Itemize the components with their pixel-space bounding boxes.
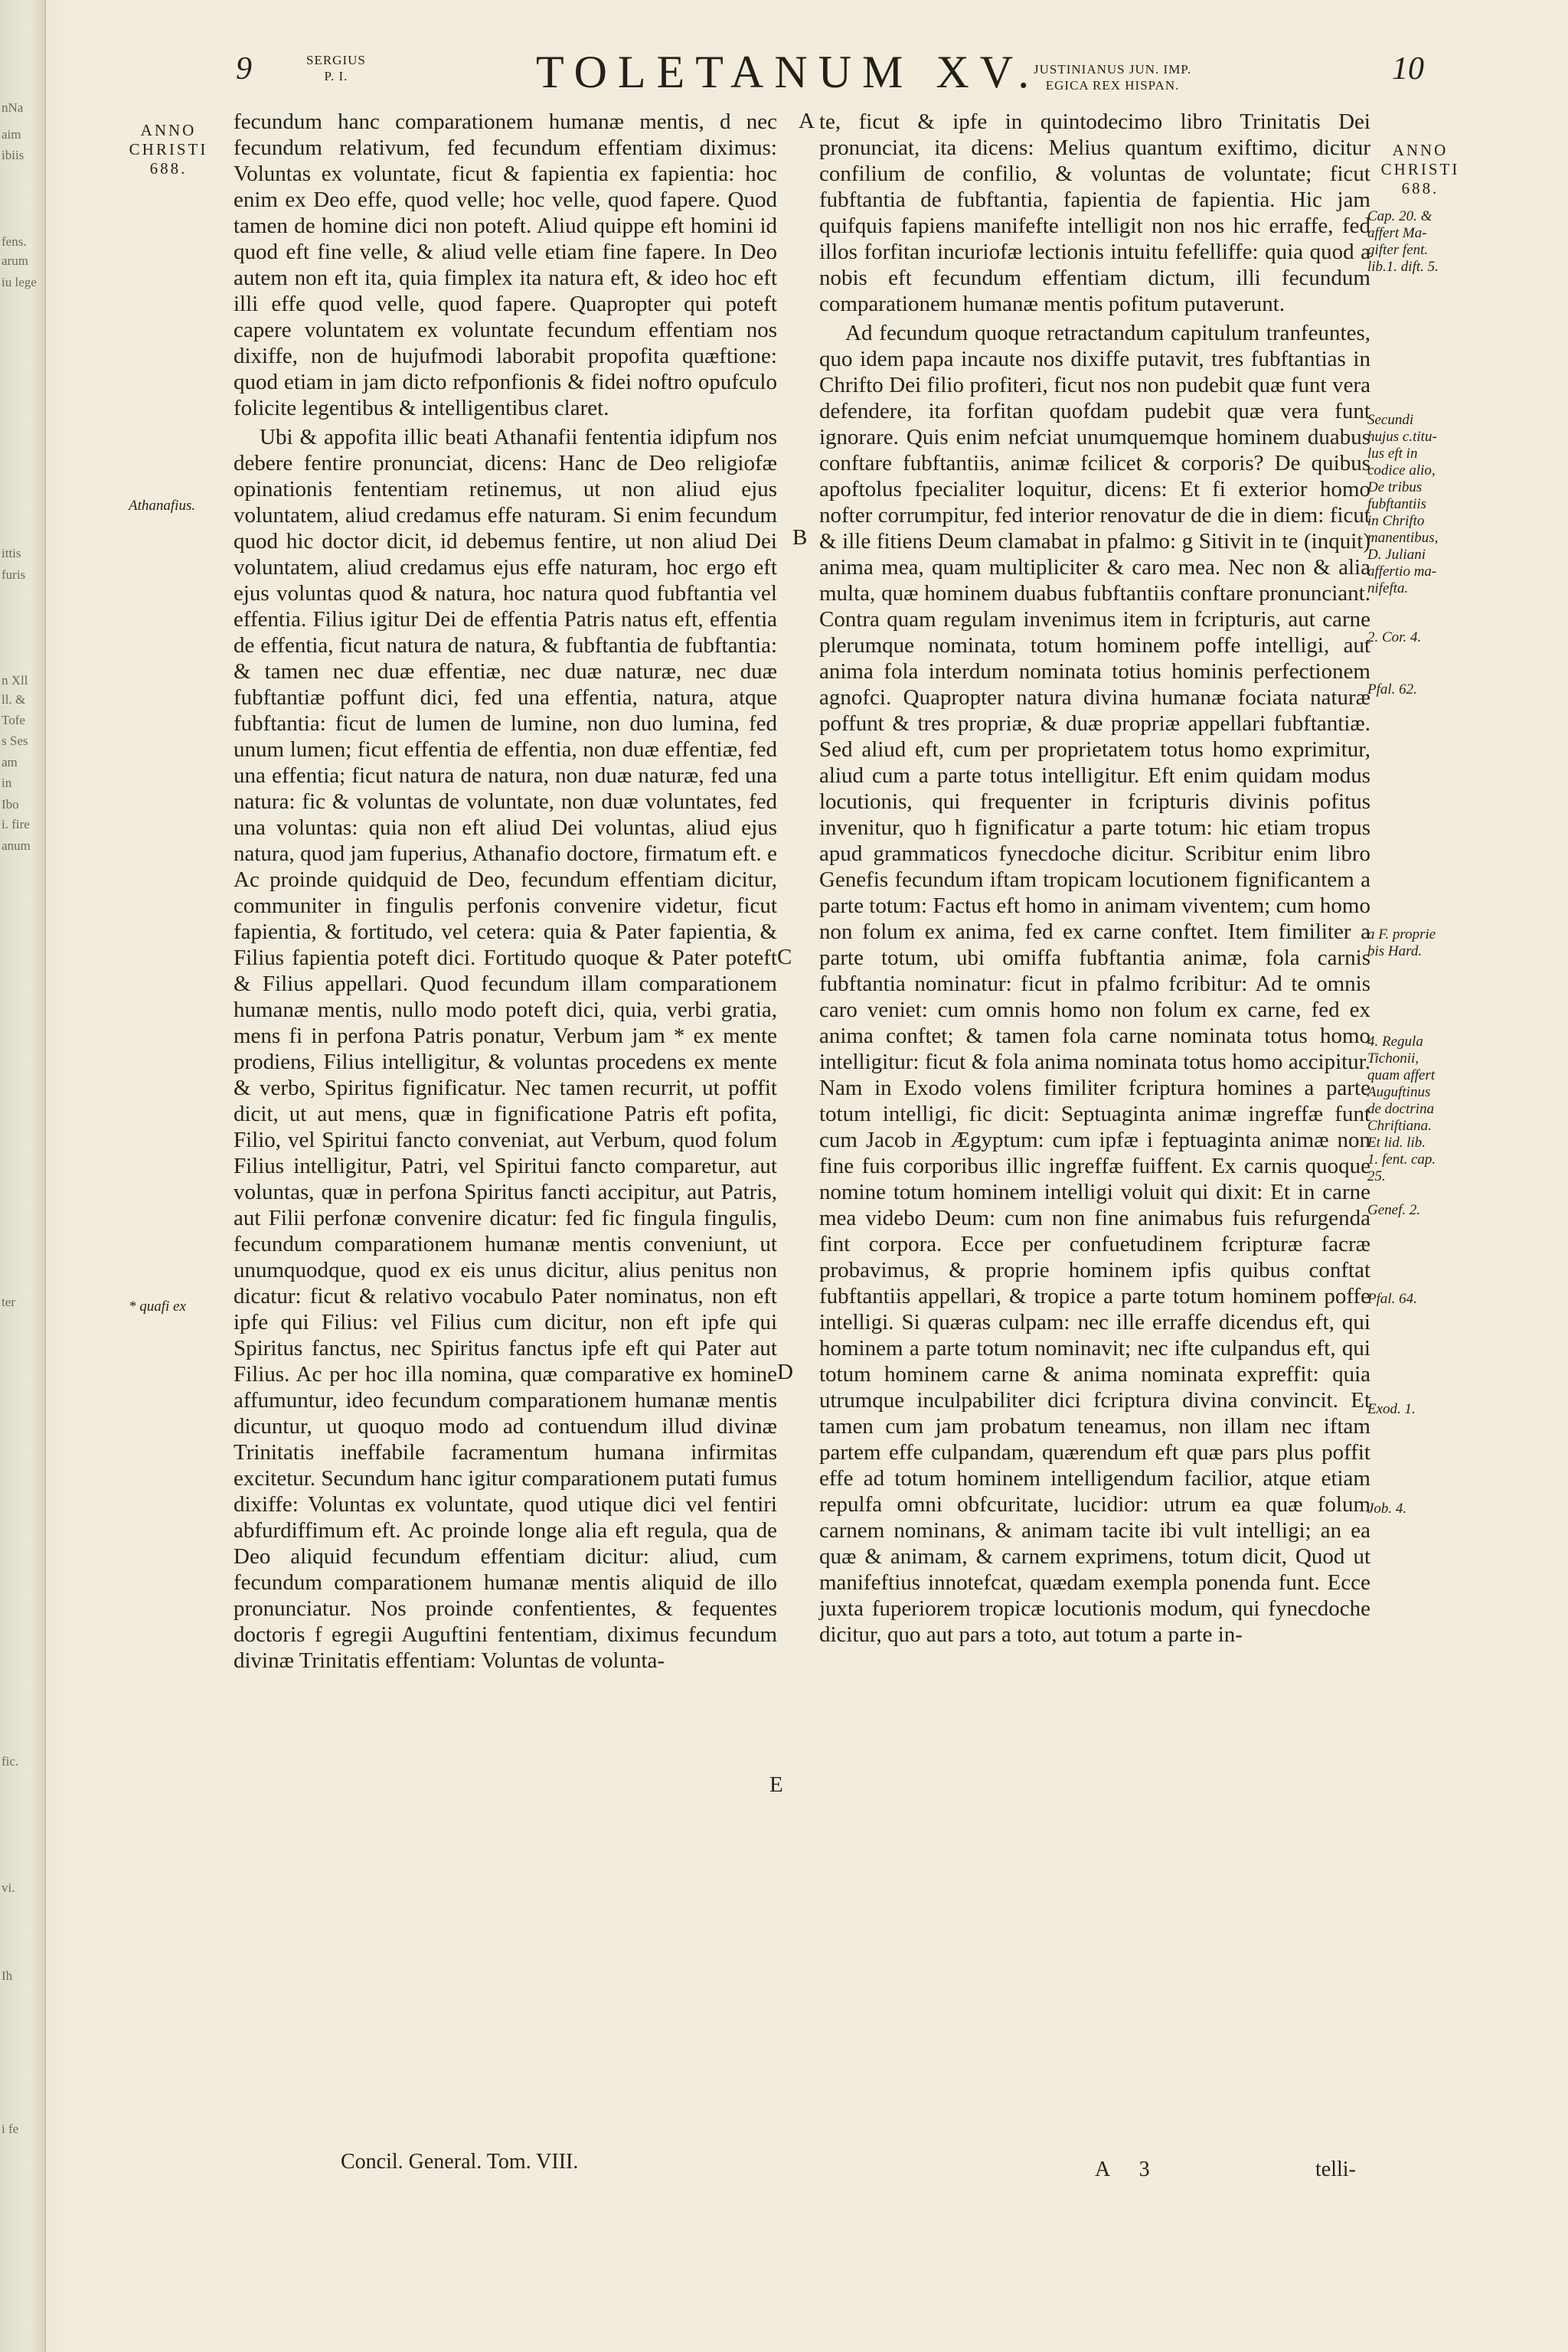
year-note-right — [1378, 141, 1462, 198]
facing-page-fragment: Ibo — [2, 797, 19, 812]
margin-note-line: Et lid. lib. — [1367, 1135, 1426, 1151]
margin-note-athanasius: Athanafius. — [129, 498, 196, 514]
facing-page-fragment: Ih — [2, 1968, 13, 1983]
header-right-note — [1034, 61, 1191, 93]
facing-page-fragment: am — [2, 755, 18, 769]
facing-page-fragment: anum — [2, 838, 31, 853]
margin-note-psal-62 — [1367, 681, 1417, 698]
year-note-line: 688. — [149, 159, 188, 178]
margin-note-line: 2. Cor. 4. — [1367, 629, 1422, 645]
facing-page-fragment: i. fire — [2, 817, 30, 831]
margin-note-line: 1. fent. cap. — [1367, 1152, 1436, 1168]
margin-note-line: a F. proprie — [1367, 926, 1436, 942]
facing-page-fragment: ter — [2, 1295, 15, 1309]
margin-note-line: quam affert — [1367, 1067, 1436, 1083]
margin-note-line: Job. 4. — [1367, 1501, 1407, 1517]
margin-note-line: lib.1. dift. 5. — [1367, 259, 1439, 275]
catchword: telli- — [1315, 2158, 1356, 2181]
margin-note-line: manentibus, — [1367, 530, 1439, 546]
margin-note-quasi-ex: * quafi ex — [129, 1298, 186, 1315]
margin-note-regula-tichonii — [1367, 1034, 1436, 1185]
header-right-note-line: EGICA REX HISPAN. — [1045, 78, 1180, 93]
year-note-line: ANNO — [140, 121, 197, 139]
right-paragraph: Ad fecundum quoque retractandum capitulum tranfeuntes, quo idem papa incaute nos dixiffe putavit, tres fubftantias in Chrifto Dei filio profiteri, ficut nos non pudebit quæ funt vera defendere, ita forfitan quofdam pudebit quæ vera funt ignorare. Quis enim nefciat unumquemque hominem duabus conftare fubftantiis, animæ fcilicet & corporis? De quibus apoftolus fpecialiter loquitur, dicens: Et fi exterior homo nofter corrumpitur, fed interior renovatur de die in diem: ficut & ille fitiens Deum clamabat in pfalmo: g Sitivit in te (inquit) anima mea, quam multipliciter & caro mea. Nec non & alia multa, quæ hominem duabus fubftantiis conftare pronunciant. Contra quam regulam invenimus item in fcripturis, aut carne plerumque nominata, totum hominem poffe intelligi, aut anima fola interdum nominata totius hominis perfectionem agnofci. Quapropter natura divina humanæ fociata naturæ poffunt & tres propriæ, & duæ propriæ appellari fubftantiæ. Sed aliud eft, cum per proprietatem totus homo exprimitur, aliud cum a parte totus intelligitur. Eft enim quidam modus locutionis, qui frequenter in fcripturis divinis pofitus invenitur, quo h fignificatur a parte totum: hic etiam tropus apud grammaticos fynecdoche dicitur. Scribitur enim libro Genefis fecundum iftam tropicam locutionem fignificantem a parte totum: Factus eft homo in animam viventem; cum homo non folum ex anima, fed ex carne conftet. Item fimiliter a parte totum, ubi omiffa fubftantia animæ, fola carnis fubftantia nominatur: ficut in pfalmo fcribitur: Ad te omnis caro veniet: cum omnis homo non folum ex carne, fed ex anima conftet; & tamen fola carne nominata totus homo intelligitur: ficut & fola anima nominata totus homo accipitur. Nam in Exodo volens fimiliter fcriptura homines a parte totum intelligi, fic dicit: Septuaginta animæ ingreffæ funt cum Jacob in Ægyptum: cum ipfæ i feptuaginta animæ non fine fuis corporibus illic ingreffæ fuiffent. Ex carnis quoque nomine totum hominem intelligi voluit qui dixit: Et in carne mea videbo Deum: cum non fine animabus fuis refurgenda fint corpora. Ecce per confuetudinem fcripturæ facræ probavimus, & proprie hominem ipfis quibus conftat fubftantiis appellari, & tropice a parte totum hominem poffe intelligi. Si quæras culpam: nec ille erraffe dicendus eft, qui hominem a parte totum nominavit; nec ifte culpandus eft, qui totum hominem carne & anima nominata expreffit: quia utrumque inculpabiliter dici fcriptura divina convincit. Et tamen cum jam probatum teneamus, non illam nec iftam partem effe culpandam, quærendum eft quæ pars plus poffit effe ad totum hominem intelligendum facilior, atque etiam repulfa omni obfcuritate, lucidior: utrum ea quæ folum carnem nominans, & animam tacite ibi vult intelligi; an ea quæ & animam, & carnem exprimens, totum dicit, Quod ut manifeftius innotefcat, quædam exempla ponenda funt. Ecce juxta fuperiorem tropicæ locutionis modum, qui fynecdoche dicitur, quo aut pars a toto, aut totum a parte in- — [819, 321, 1370, 1647]
header-left-note-line: P. I. — [324, 69, 348, 83]
margin-note-line: D. Juliani — [1367, 547, 1426, 563]
margin-note-line: affert Ma- — [1367, 225, 1427, 241]
section-letter-c: C — [777, 945, 792, 969]
margin-note-2-cor — [1367, 629, 1421, 646]
section-letter-d: D — [777, 1360, 793, 1384]
facing-page-fragment: s Ses — [2, 733, 28, 748]
margin-note-line: bis Hard. — [1367, 943, 1423, 959]
margin-note-line: 4. Regula — [1367, 1034, 1423, 1050]
header-left-note — [306, 52, 366, 84]
margin-note-line: nifefta. — [1367, 580, 1409, 596]
year-note-line: 688. — [1401, 179, 1439, 198]
facing-page-fragment: ibiis — [2, 148, 24, 162]
margin-note-line: De tribus — [1367, 479, 1423, 495]
right-text-column — [819, 109, 1370, 1648]
margin-note-line: fubftantiis — [1367, 496, 1427, 512]
facing-page-fragment: n Xll — [2, 673, 28, 688]
margin-note-line: de doctrina — [1367, 1101, 1435, 1117]
section-letter-b: B — [792, 525, 808, 550]
margin-note-line: Exod. 1. — [1367, 1401, 1416, 1417]
left-paragraph: Ubi & appofita illic beati Athanafii fententia idipfum nos debere fentire pronunciat, dicens: Hanc de Deo religiofæ opinationis fententiam retinemus, ut non aliud ejus voluntatem, aliud credamus effe naturam. Si enim fecundum quod hic doctor dicit, id debemus fentire, ut non aliud Dei voluntatem, aliud credamus ejus effe naturam, hoc ergo eft ejus voluntas quod & natura, hoc natura quod fubftantia vel effentia. Filius igitur Dei de effentia Patris natus eft, effentia de effentia, ficut natura de natura, & fubftantia de fubftantia: & tamen nec duæ effentiæ, nec duæ naturæ, nec duæ fubftantiæ poffunt dici, fed una effentia, natura, atque fubftantia: ficut de lumen de lumine, non duo lumina, fed unum lumen; ficut effentia de effentia, non duæ effentiæ, fed una effentia; ficut natura de natura, non duæ naturæ, fed una natura: fic & voluntas de voluntate, non duæ voluntates, fed una voluntas: quia non eft aliud Dei voluntas, aliud ejus natura, quod jam fuperius, Athanafio doctore, firmatum eft. e Ac proinde quidquid de Deo, fecundum effentiam dicitur, communiter in fingulis perfonis convenire videtur, ficut fapientia, & fortitudo, vel cetera: quia & Pater fapientia, & Filius fapientia poteft dici. Fortitudo quoque & Pater poteft & Filius appellari. Quod fecundum illam comparationem humanæ mentis, nullo modo poteft dici, quia, verbi gratia, mens fi in perfona Patris ponatur, Verbum jam * ex mente prodiens, Filius intelligitur, & voluntas procedens ex mente & verbo, Spiritus fignificatur. Nec tamen recurrit, ut poffit dicit, ut aut mens, quæ in fignificatione Patris eft pofita, Filio, vel Spiritui fancto conveniat, aut Verbum, quod folum Filius intelligitur, Patri, vel Spiritui fancto comparetur, aut voluntas, quæ in perfona Spiritus fancti accipitur, aut Patris, aut Filii perfonæ convenire dicatur: fed fic fingula fingulis, fecundum comparationem humanæ mentis conveniunt, ut unumquodque, quod ex eis unus dicitur, alius penitus non dicatur: ficut & relativo vocabulo Pater nominatus, non eft ipfe qui Filius: vel Filius cum dicitur, non eft ipfe qui Spiritus fanctus, nec Spiritus fanctus ipfe eft qui Pater aut Filius. Ac per hoc illa nomina, quæ comparative ex homine affumuntur, ideo fecundum comparationem humanæ mentis dicuntur, ut quoquo modo ad contuendum illud divinæ Trinitatis ineffabile facramentum humana infirmitas excitetur. Secundum hanc igitur comparationem putati fumus dixiffe: Voluntas ex voluntate, quod utique dici vel fentiri abfurdiffimum eft. Ac proinde longe alia eft regula, qua de Deo aliquid fecundum effentiam dicitur: aliud, cum fecundum comparationem humanæ mentis aliquid de illo pronunciatur. Nos proinde confentientes, & fequentes doctoris f egregii Auguftini fententiam, diximus fecundum divinæ Trinitatis effentiam: Voluntas de volunta- — [234, 425, 777, 1673]
margin-note-line: Secundi — [1367, 412, 1414, 428]
margin-note-line: 25. — [1367, 1168, 1386, 1184]
margin-note-line: in Chrifto — [1367, 513, 1425, 529]
margin-note-exod-1 — [1367, 1401, 1416, 1418]
facing-page-fragment: fens. — [2, 234, 27, 249]
facing-page-fragment: Tofe — [2, 713, 25, 727]
section-letter-a: A — [799, 109, 815, 133]
margin-note-cap-20 — [1367, 208, 1439, 276]
year-note-line: CHRISTI — [1380, 160, 1460, 178]
facing-page-fragment: ittis — [2, 546, 21, 560]
margin-note-job-4 — [1367, 1501, 1406, 1517]
year-note-left — [126, 121, 211, 178]
margin-note-secundi — [1367, 412, 1438, 597]
margin-note-line: Cap. 20. & — [1367, 208, 1432, 224]
facing-page-fragment: i fe — [2, 2122, 19, 2136]
facing-page-fragment: in — [2, 776, 12, 790]
page-number-left: 9 — [236, 51, 252, 87]
left-paragraph: fecundum hanc comparationem humanæ mentis, d nec fecundum relativum, fed fecundum effentiam diximus: Voluntas ex voluntate, ficut & fapientia ex fapientia: hoc enim ex Deo effe, quod velle; hoc velle, quod fapere. Quod tamen de homine dici non poteft. Aliud quippe eft homini id quod eft fine velle, & aliud velle etiam fine fapere. In Deo autem non eft ita, quia fimplex ita natura eft, & ideo hoc eft illi effe quod velle, quod fapere. Quapropter qui poteft capere voluntatem ex voluntate fecundum effentiam nos dixiffe, non de hujufmodi laborabit propofita quæftione: quod etiam in jam dicto refponfionis & fidei noftro opufculo folicite legentibus & intelligentibus claret. — [234, 109, 777, 420]
facing-page-fragment: iu lege — [2, 275, 37, 289]
margin-note-line: gifter fent. — [1367, 242, 1429, 258]
header-left-note-line: SERGIUS — [306, 53, 366, 67]
margin-note-line: Auguftinus — [1367, 1084, 1431, 1100]
margin-note-line: Pfal. 64. — [1367, 1291, 1417, 1307]
facing-page-fragment: arum — [2, 253, 28, 268]
facing-page-fragment: aim — [2, 127, 21, 142]
facing-page-fragment: fic. — [2, 1754, 19, 1769]
margin-note-line: Pfal. 62. — [1367, 681, 1417, 697]
margin-note-genes-2 — [1367, 1202, 1420, 1219]
margin-note-line: Chriftiana. — [1367, 1118, 1432, 1134]
facing-page-fragment: furis — [2, 567, 26, 582]
section-letter-e: E — [769, 1772, 783, 1797]
margin-note-line: codice alio, — [1367, 462, 1436, 479]
left-text-column — [234, 109, 777, 1674]
facing-page-fragment: nNa — [2, 100, 24, 115]
year-note-line: ANNO — [1392, 141, 1449, 159]
volume-footer: Concil. General. Tom. VIII. — [341, 2150, 579, 2174]
margin-note-line: affertio ma- — [1367, 564, 1437, 580]
margin-note-line: Tichonii, — [1367, 1050, 1419, 1067]
year-note-line: CHRISTI — [129, 140, 208, 158]
margin-note-line: lus eft in — [1367, 446, 1418, 462]
margin-note-psal-64 — [1367, 1291, 1417, 1308]
header-right-note-line: JUSTINIANUS JUN. IMP. — [1034, 62, 1192, 77]
facing-page-fragment: ll. & — [2, 692, 26, 707]
margin-note-line: Genef. 2. — [1367, 1202, 1421, 1218]
facing-page-fragment: vi. — [2, 1880, 15, 1895]
right-paragraph: te, ficut & ipfe in quintodecimo libro Trinitatis Dei pronunciat, ita dicens: Melius quantum exiftimo, dicitur confilium de confilio, & voluntas de voluntate; ficut fubftantia de fubftantia, fapientia de fapientia. Hic jam quifquis fapiens manifefte intelligit non nos hic erraffe, fed illos forfitan incuriofæ lectionis intuitu fefelliffe: quia quod a nobis eft fecundum effentiam dictum, illi fecundum comparationem humanæ mentis pofitum putaverunt. — [819, 109, 1370, 316]
page-header — [214, 47, 1424, 112]
facing-page-edge — [0, 0, 46, 2352]
margin-note-f-proprie — [1367, 926, 1436, 960]
margin-note-line: hujus c.titu- — [1367, 429, 1437, 445]
running-title: TOLETANUM XV. — [536, 47, 1040, 97]
page-number-right: 10 — [1392, 51, 1424, 87]
signature-mark: A 3 — [1095, 2158, 1162, 2181]
